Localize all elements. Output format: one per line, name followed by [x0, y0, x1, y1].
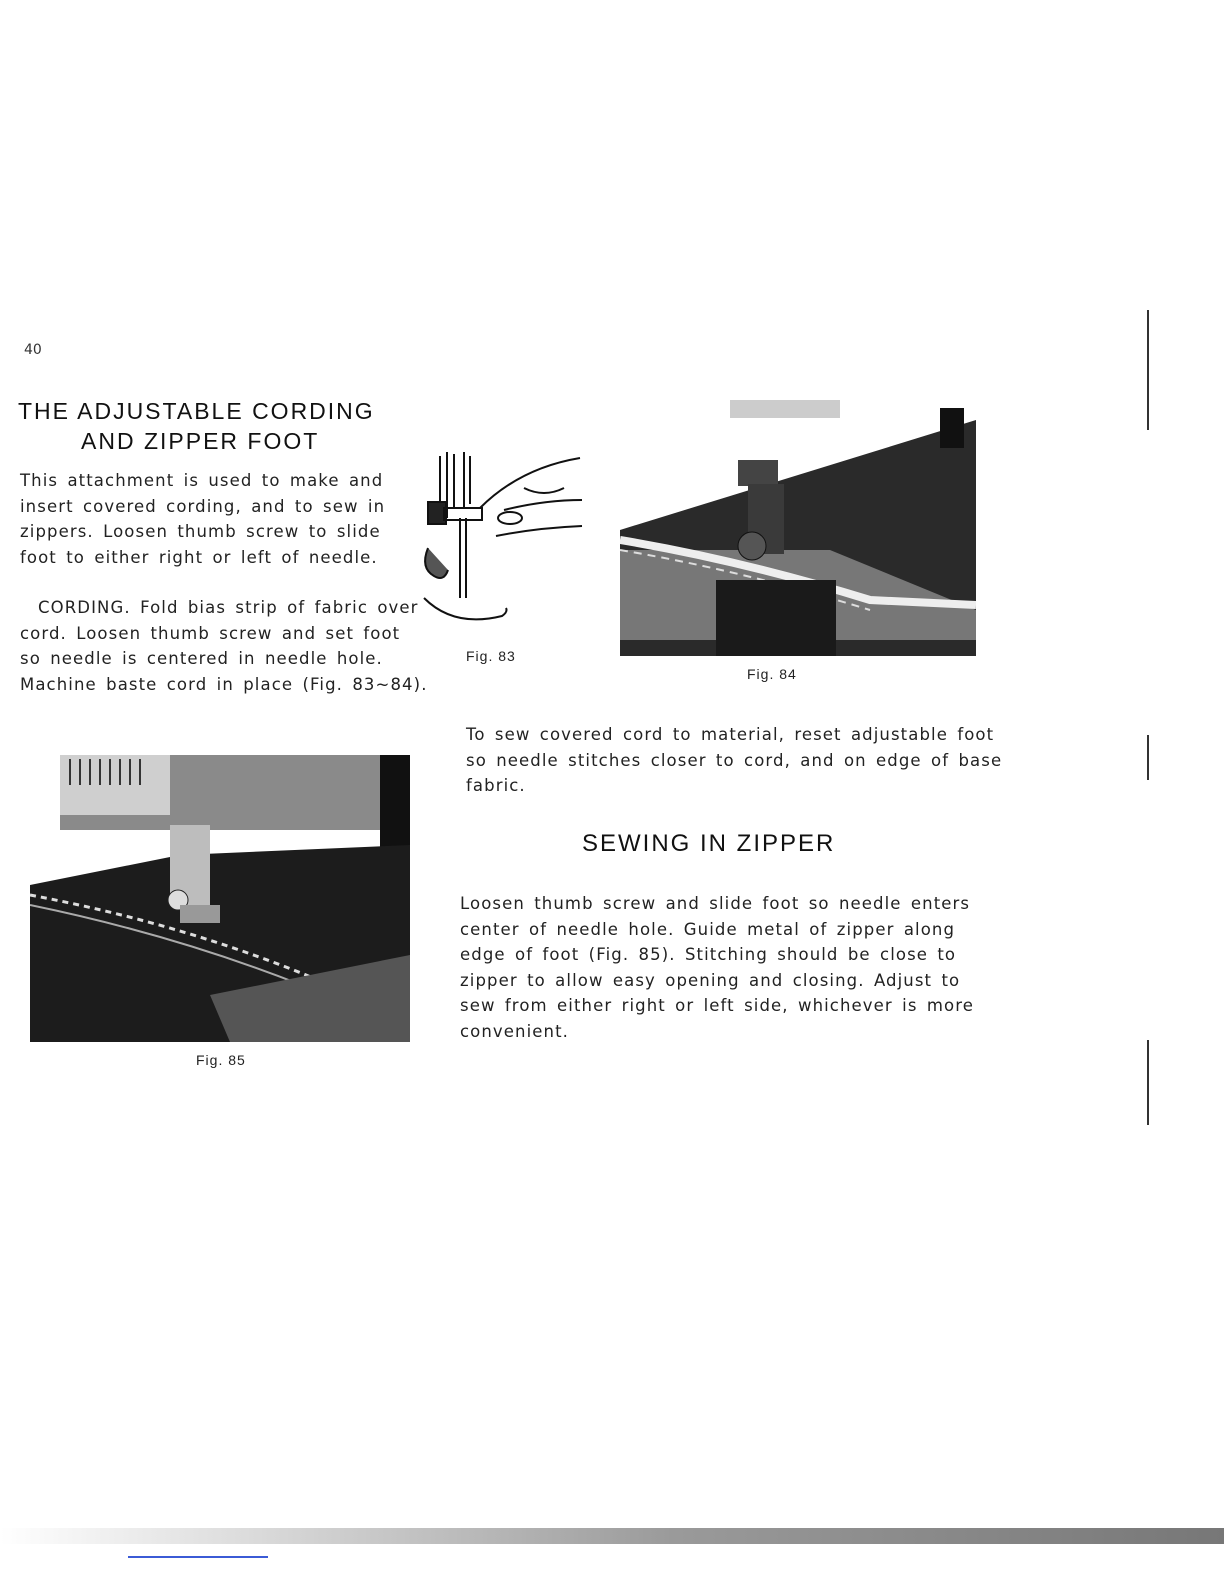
right-margin-line — [1147, 735, 1149, 780]
page-number: 40 — [24, 342, 42, 358]
fig-85-photo — [30, 755, 410, 1042]
title-line-2: AND ZIPPER FOOT — [81, 428, 320, 454]
right-margin-line — [1147, 310, 1149, 430]
cording-text: CORDING. Fold bias strip of fabric over cord. Loosen thumb screw and set foot so needle is centered in needle hole. Machine baste cord in place (Fig. 83~84). — [20, 598, 428, 694]
right-margin-line — [1147, 1040, 1149, 1125]
fig-84-photo — [620, 400, 976, 656]
fig-83-illustration — [414, 448, 584, 638]
scan-artifact-line — [128, 1556, 268, 1558]
zipper-paragraph: Loosen thumb screw and slide foot so needle enters center of needle hole. Guide metal of zipper along edge of foot (Fig. 85). Stitching should be close to zipper to allow easy opening and closing. Adjust to sew from either right or left side, whichever is more convenient. — [460, 894, 975, 1041]
fig-84-caption: Fig. 84 — [747, 666, 797, 682]
scan-edge-strip — [0, 1528, 1224, 1544]
fig-83-caption: Fig. 83 — [466, 648, 516, 664]
covered-cord-paragraph: To sew covered cord to material, reset adjustable foot so needle stitches closer to cord, and on edge of base fabric. — [466, 725, 1003, 795]
page-title — [18, 396, 375, 456]
cording-paragraph — [20, 595, 430, 697]
fig-85-caption: Fig. 85 — [196, 1052, 246, 1068]
zipper-section-heading: SEWING IN ZIPPER — [582, 830, 836, 857]
title-line-1: THE ADJUSTABLE CORDING — [18, 398, 375, 424]
intro-paragraph: This attachment is used to make and insert covered cording, and to sew in zippers. Loosen thumb screw to slide foot to either right or left of needle. — [20, 471, 386, 567]
